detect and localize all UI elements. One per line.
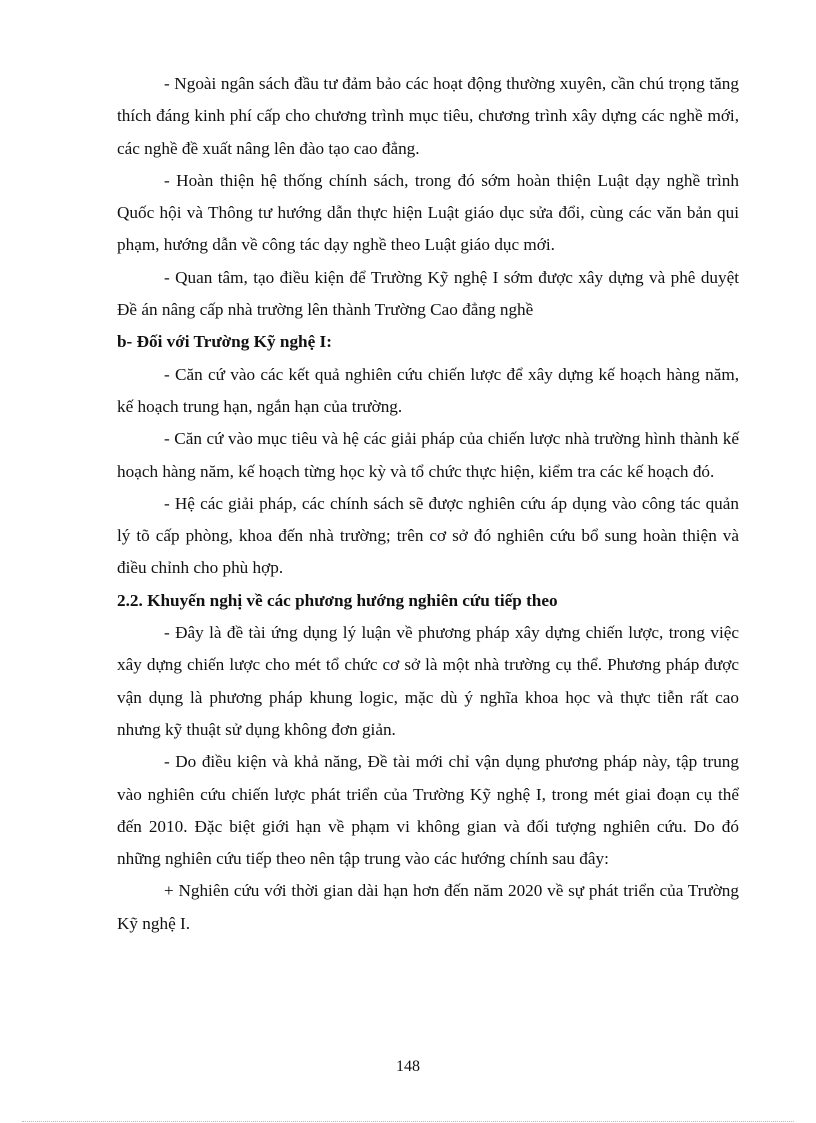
section-heading: 2.2. Khuyến nghị về các phương hướng nghiên cứu tiếp theo: [117, 590, 558, 610]
page-bottom-divider: [22, 1121, 794, 1122]
paragraph: - Do điều kiện và khả năng, Đề tài mới chỉ vận dụng phương pháp này, tập trung vào nghiên cứu chiến lược phát triển của Trường Kỹ nghệ I, trong mét giai đoạn cụ thể đến 2010. Đặc biệt giới hạn về phạm vi không gian và đối tượng nghiên cứu. Do đó những nghiên cứu tiếp theo nên tập trung vào các hướng chính sau đây:: [117, 752, 739, 869]
paragraph: - Ngoài ngân sách đầu tư đảm bảo các hoạt động thường xuyên, cần chú trọng tăng thích đáng kinh phí cấp cho chương trình mục tiêu, chương trình xây dựng các nghề mới, các nghề đề xuất nâng lên đào tạo cao đẳng.: [117, 74, 739, 158]
paragraph: - Căn cứ vào mục tiêu và hệ các giải pháp của chiến lược nhà trường hình thành kế hoạch hàng năm, kế hoạch từng học kỳ và tổ chức thực hiện, kiểm tra các kế hoạch đó.: [117, 429, 739, 481]
page-number: 148: [396, 1058, 420, 1075]
paragraph: - Hoàn thiện hệ thống chính sách, trong đó sớm hoàn thiện Luật dạy nghề trình Quốc hội và Thông tư hướng dẫn thực hiện Luật giáo dục sửa đổi, cùng các văn bản qui phạm, hướng dẫn về công tác dạy nghề theo Luật giáo dục mới.: [117, 170, 739, 255]
document-page: [117, 68, 739, 940]
section-heading: b- Đối với Trường Kỹ nghệ I:: [117, 332, 332, 352]
paragraph: + Nghiên cứu với thời gian dài hạn hơn đến năm 2020 về sự phát triển của Trường Kỹ nghệ I.: [117, 881, 739, 933]
paragraph: - Quan tâm, tạo điều kiện để Trường Kỹ nghệ I sớm được xây dựng và phê duyệt Đề án nâng cấp nhà trường lên thành Trường Cao đẳng nghề: [117, 267, 739, 320]
paragraph: - Căn cứ vào các kết quả nghiên cứu chiến lược để xây dựng kế hoạch hàng năm, kế hoạch trung hạn, ngắn hạn của trường.: [117, 364, 739, 416]
paragraph: - Đây là đề tài ứng dụng lý luận về phương pháp xây dựng chiến lược, trong việc xây dựng chiến lược cho mét tổ chức cơ sở là một nhà trường cụ thể. Phương pháp được vận dụng là phương pháp khung logic, mặc dù ý nghĩa khoa học và thực tiễn rất cao nhưng kỹ thuật sử dụng không đơn giản.: [117, 623, 739, 739]
paragraph: - Hệ các giải pháp, các chính sách sẽ được nghiên cứu áp dụng vào công tác quản lý tõ cấp phòng, khoa đến nhà trường; trên cơ sở đó nghiên cứu bổ sung hoàn thiện và điều chỉnh cho phù hợp.: [117, 493, 739, 578]
